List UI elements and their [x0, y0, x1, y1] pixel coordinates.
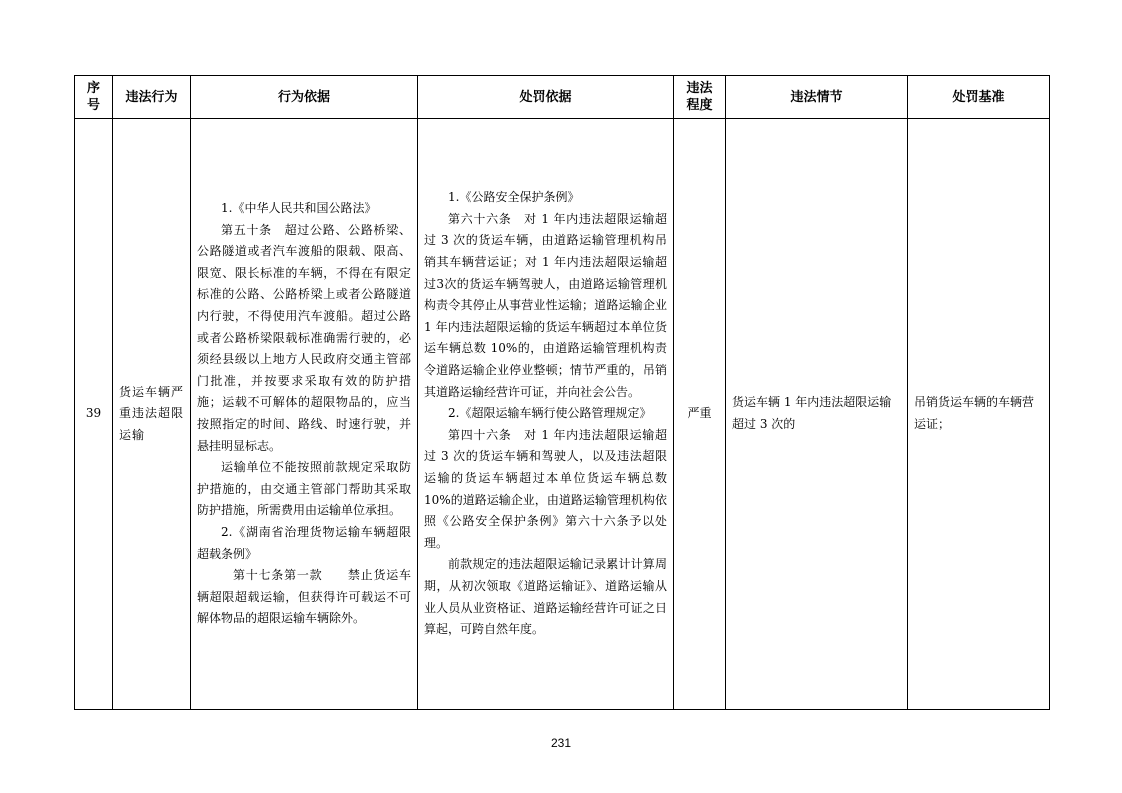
violation-plot: 货运车辆 1 年内违法超限运输超过 3 次的 — [726, 119, 908, 710]
penalty-article-46: 第四十六条 对 1 年内违法超限运输超过 3 次的货运车辆和驾驶人，以及违法超限运输的货运车辆超过本单位货运车辆总数 10%的道路运输企业，由道路运输管理机构依照《公路安全保护条例》第六十六条予以处理。 — [424, 427, 667, 550]
penalty-standard: 吊销货运车辆的车辆营运证； — [908, 119, 1050, 710]
penalty-basis — [418, 119, 674, 710]
basis-law-title: 1.《中华人民共和国公路法》 — [221, 201, 377, 216]
basis-article-50: 第五十条 超过公路、公路桥梁、公路隧道或者汽车渡船的限载、限高、限宽、限长标准的车辆，不得在有限定标准的公路、公路桥梁上或者公路隧道内行驶，不得使用汽车渡船。超过公路或者公路桥梁限载标准确需行驶的，必须经县级以上地方人民政府交通主管部门批准，并按要求采取有效的防护措施；运载不可解体的超限物品的，应当按照指定的时间、路线、时速行驶，并悬挂明显标志。 — [197, 222, 411, 453]
header-penalty-basis: 处罚依据 — [418, 76, 674, 119]
page-number: 231 — [550, 736, 572, 750]
basis-article-17: 第十七条第一款 禁止货运车辆超限超载运输，但获得许可载运不可解体物品的超限运输车辆除外。 — [197, 568, 411, 626]
basis-paragraph: 运输单位不能按照前款规定采取防护措施的，由交通主管部门帮助其采取防护措施，所需费用由运输单位承担。 — [197, 460, 411, 518]
violation-degree: 严重 — [674, 119, 726, 710]
penalty-paragraph: 前款规定的违法超限运输记录累计计算周期，从初次领取《道路运输证》、道路运输从业人员从业资格证、道路运输经营许可证之日算起，可跨自然年度。 — [424, 557, 667, 637]
penalty-regulation-title: 1.《公路安全保护条例》 — [448, 190, 580, 205]
header-act-basis: 行为依据 — [191, 76, 418, 119]
penalty-rule-title: 2.《超限运输车辆行使公路管理规定》 — [448, 406, 652, 421]
violation-act: 货运车辆严重违法超限运输 — [113, 119, 191, 710]
basis-regulation-title: 2.《湖南省治理货物运输车辆超限超载条例》 — [197, 524, 411, 561]
table-row — [75, 119, 1050, 710]
header-violation-act: 违法行为 — [113, 76, 191, 119]
penalty-article-66: 第六十六条 对 1 年内违法超限运输超过 3 次的货运车辆，由道路运输管理机构吊销其车辆营运证；对 1 年内违法超限运输超过3次的货运车辆驾驶人，由道路运输管理机构责令其停止从事营业性运输；道路运输企业 1 年内违法超限运输的货运车辆超过本单位货运车辆总数 10%的，由道路运输管理机构责令道路运输企业停业整顿；情节严重的，吊销其道路运输经营许可证，并向社会公告。 — [424, 211, 667, 399]
header-degree: 违法程度 — [674, 76, 726, 119]
header-standard: 处罚基准 — [908, 76, 1050, 119]
act-basis — [191, 119, 418, 710]
regulation-table — [74, 75, 1050, 710]
header-plot: 违法情节 — [726, 76, 908, 119]
header-row — [75, 76, 1050, 119]
row-number: 39 — [75, 119, 113, 710]
header-no: 序号 — [75, 76, 113, 119]
